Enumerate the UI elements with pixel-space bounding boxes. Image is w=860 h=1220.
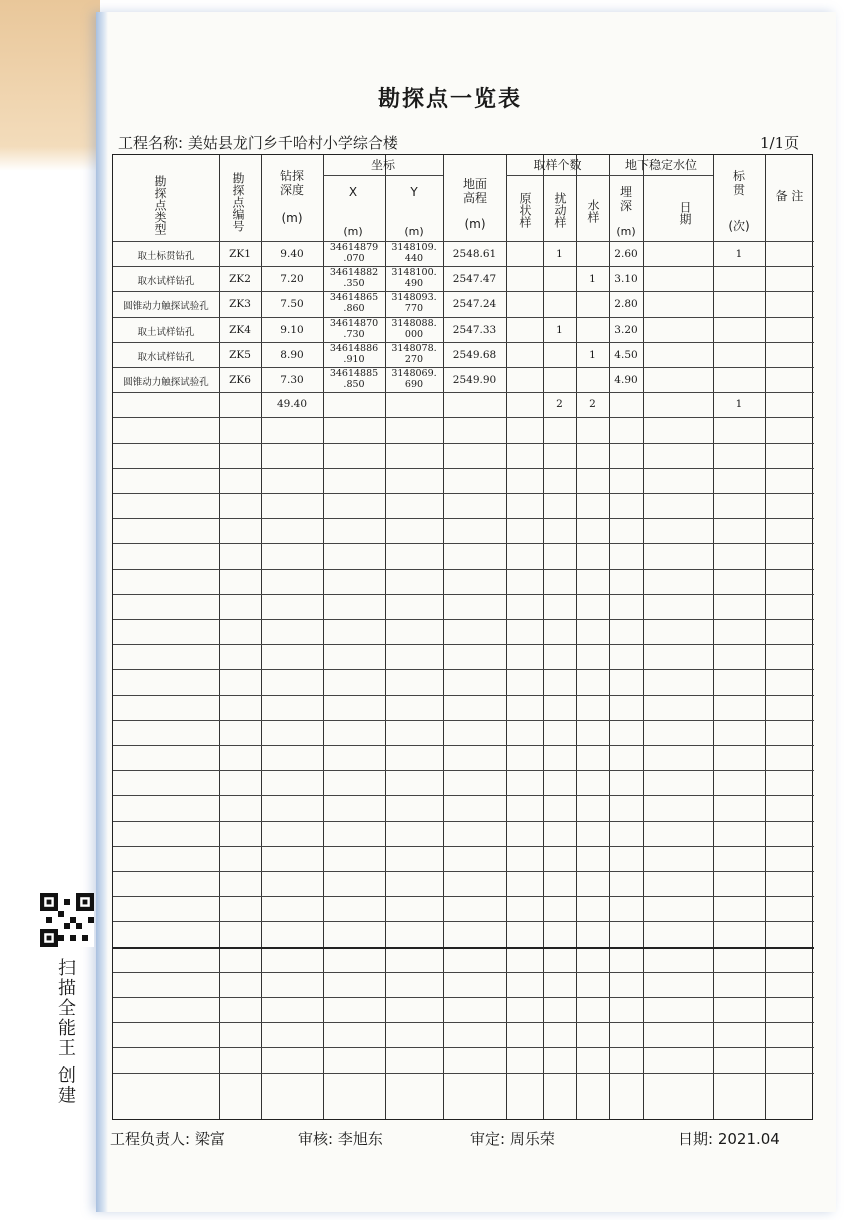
table-cell: 49.40 — [276, 398, 308, 411]
project-name: 美姑县龙门乡千哈村小学综合楼 — [187, 134, 398, 152]
table-cell: 3148069. — [391, 368, 437, 379]
page-number: 1/1页 — [760, 134, 800, 152]
table-cell: 34614865 — [329, 292, 379, 304]
table-cell: 7.30 — [280, 374, 304, 386]
header-samples: 取样个数 — [533, 158, 582, 172]
scanner-watermark: 扫描全能王 创建 — [55, 958, 76, 1106]
table-cell: 34614879 — [329, 242, 379, 253]
header-coords: 坐标 — [370, 158, 395, 172]
table-cell: .730 — [343, 328, 365, 340]
table-cell: .910 — [343, 353, 365, 365]
table-cell: .850 — [343, 379, 365, 390]
table-cell: .350 — [343, 278, 365, 290]
table-cell: 9.40 — [280, 248, 304, 260]
table-cell: 圆锥动力触探试验孔 — [123, 301, 209, 313]
header-id: 勘探点编号 — [231, 172, 245, 232]
header-x-unit: (m) — [343, 225, 363, 238]
header-sample-dist: 扰动样 — [553, 192, 567, 228]
table-cell: 取水试样钻孔 — [137, 276, 195, 288]
table-cell: 440 — [404, 253, 424, 264]
table-cell: 2548.61 — [452, 248, 497, 260]
table-cell: 770 — [404, 303, 424, 315]
table-cell: 34614870 — [329, 317, 379, 329]
header-depth: 钻探深度 (m) — [279, 169, 304, 225]
table-cell: 2.80 — [614, 298, 638, 311]
table-cell: 4.90 — [614, 374, 638, 386]
table-cell: 1 — [589, 273, 596, 286]
table-cell: 1 — [556, 248, 563, 260]
table-cell: 34614882 — [329, 267, 379, 279]
table-cell: 270 — [404, 353, 424, 365]
table-cell: 圆锥动力触探试验孔 — [123, 377, 209, 388]
table-cell: 1 — [556, 323, 563, 336]
approver: 审定: 周乐荣 — [470, 1130, 555, 1148]
header-elevation: 地面高程 (m) — [462, 177, 487, 231]
table-cell: 3148078. — [391, 342, 437, 354]
document-title: 勘探点一览表 — [377, 87, 522, 112]
table-cell: ZK5 — [229, 348, 251, 361]
table-cell: 34614885 — [329, 368, 379, 379]
table-cell: 2.60 — [614, 248, 638, 260]
table-cell: 3148100. — [391, 267, 437, 279]
header-groundwater: 地下稳定水位 — [624, 158, 697, 172]
table-cell: 7.50 — [280, 298, 304, 311]
table-cell: 2547.47 — [452, 273, 497, 286]
header-sample-water: 水样 — [586, 199, 600, 223]
table-cell: 9.10 — [280, 323, 304, 336]
table-cell: ZK6 — [229, 374, 251, 386]
table-cell: ZK3 — [229, 298, 251, 311]
qr-code-icon — [40, 893, 94, 947]
borehole-table — [112, 154, 813, 1120]
header-spt: 标贯 (次) — [728, 169, 750, 233]
header-gw-date: 日期 — [678, 201, 692, 225]
project-name-line — [118, 132, 398, 153]
project-leader: 工程负责人: 梁富 — [110, 1130, 225, 1148]
table-cell: 2549.68 — [452, 348, 497, 361]
table-cell: 2547.33 — [452, 323, 497, 336]
reviewer: 审核: 李旭东 — [298, 1130, 383, 1148]
table-cell: 2 — [556, 398, 563, 411]
table-cell: 490 — [404, 278, 424, 290]
table-cell: ZK2 — [229, 273, 251, 286]
table-cell: 3148093. — [391, 292, 437, 304]
project-label: 工程名称: — [118, 134, 184, 152]
table-cell: ZK4 — [229, 323, 251, 336]
table-cell: 2 — [589, 398, 596, 411]
table-cell: 2547.24 — [452, 298, 497, 311]
table-cell: 000 — [404, 328, 424, 340]
table-cell: 3148109. — [391, 242, 437, 253]
header-sample-orig: 原状样 — [518, 192, 532, 228]
header-gw-depth: 埋深 (m) — [616, 185, 636, 238]
table-cell: 3.20 — [614, 323, 638, 336]
table-cell: 取土标贯钻孔 — [137, 251, 195, 262]
table-cell: 7.20 — [280, 273, 304, 286]
table-cell: 取土试样钻孔 — [137, 326, 195, 338]
table-cell: 8.90 — [280, 348, 304, 361]
table-cell: 1 — [589, 348, 596, 361]
table-cell: 2549.90 — [452, 374, 497, 386]
table-cell: 34614886 — [329, 342, 379, 354]
table-cell: 690 — [404, 379, 424, 390]
table-cell: 3.10 — [614, 273, 638, 286]
table-cell: 4.50 — [614, 348, 638, 361]
sheet-edge-shadow — [96, 12, 108, 1212]
table-cell: .860 — [343, 303, 365, 315]
table-cell: 取水试样钻孔 — [137, 351, 195, 363]
table-cell: 3148088. — [391, 317, 437, 329]
table-cell: 1 — [735, 248, 743, 260]
header-x: X — [348, 185, 358, 199]
header-type: 勘探点类型 — [153, 175, 167, 235]
table-cell: ZK1 — [229, 248, 251, 260]
header-y: Y — [410, 185, 418, 199]
document-date: 日期: 2021.04 — [678, 1130, 780, 1148]
header-y-unit: (m) — [404, 225, 424, 238]
table-cell: 1 — [735, 398, 743, 411]
background-desk — [0, 0, 100, 1220]
header-remarks: 备 注 — [775, 189, 804, 203]
table-cell: .070 — [343, 253, 365, 264]
